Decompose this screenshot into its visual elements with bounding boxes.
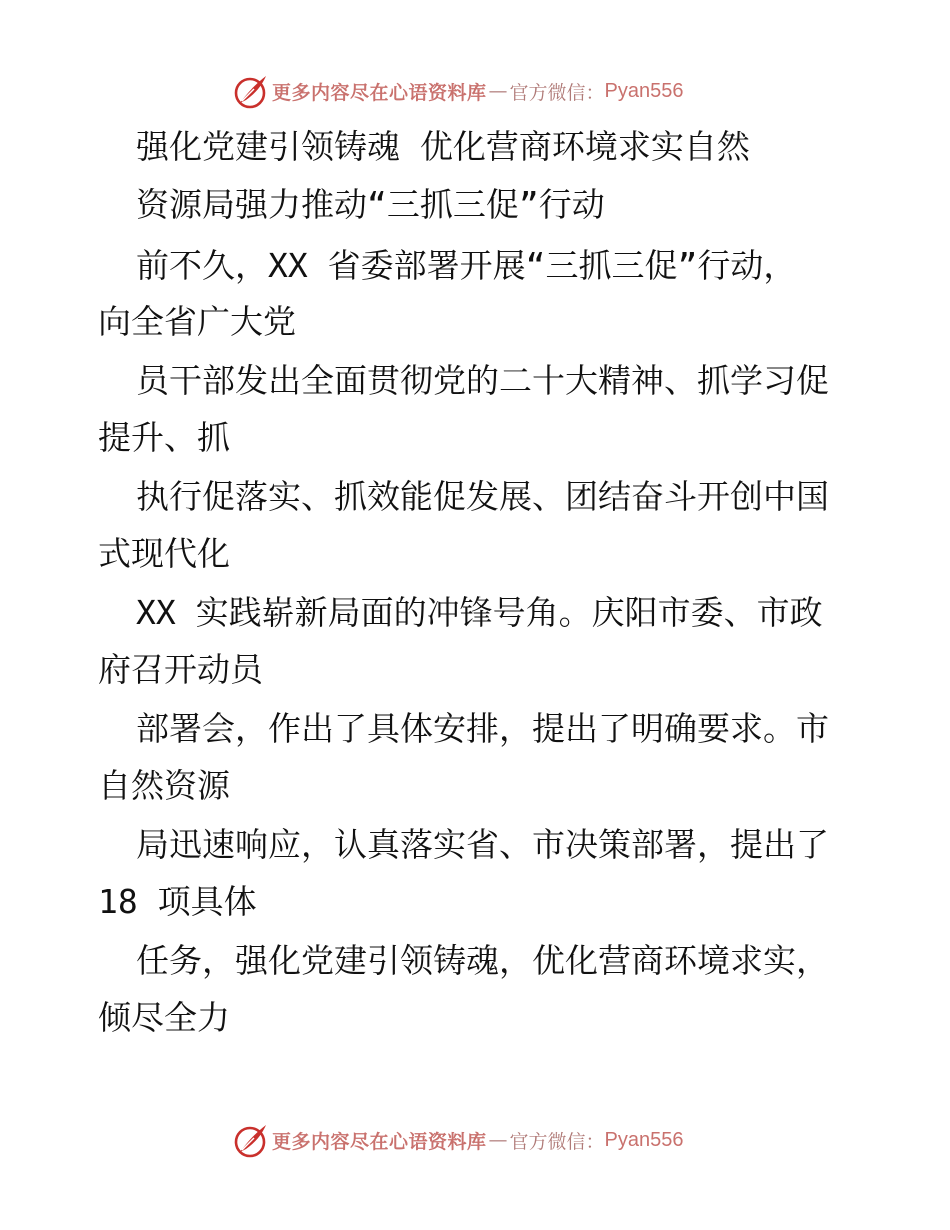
watermark-label: 官方微信： (509, 81, 605, 104)
body-line: 府召开动员 (98, 650, 263, 689)
watermark-main-text: 更多内容尽在心语资料库 (272, 1130, 487, 1153)
body-line: 倾尽全力 (98, 998, 230, 1037)
watermark-id: Pyan556 (604, 1128, 684, 1151)
body-line: 自然资源 (98, 766, 230, 805)
body-line: 任务，强化党建引领铸魂，优化营商环境求实， (136, 941, 829, 980)
watermark-label: 官方微信： (509, 1130, 605, 1153)
watermark-dash: — (488, 80, 508, 102)
watermark-id: Pyan556 (604, 79, 684, 102)
body-line: 员干部发出全面贯彻党的二十大精神、抓学习促 (136, 361, 829, 400)
quill-logo-icon (232, 1122, 270, 1158)
body-line: 18 项具体 (98, 882, 257, 921)
body-line: XX 实践崭新局面的冲锋号角。庆阳市委、市政 (136, 593, 823, 632)
watermark-main-text: 更多内容尽在心语资料库 (272, 81, 487, 104)
title-line-2: 资源局强力推动“三抓三促”行动 (136, 185, 605, 224)
footer-watermark (232, 1120, 684, 1160)
body-line: 提升、抓 (98, 418, 230, 457)
body-line: 前不久，XX 省委部署开展“三抓三促”行动， (136, 246, 797, 285)
body-line: 向全省广大党 (98, 302, 296, 341)
body-line: 执行促落实、抓效能促发展、团结奋斗开创中国 (136, 477, 829, 516)
watermark-dash: — (488, 1129, 508, 1151)
quill-logo-icon (232, 73, 270, 109)
body-line: 部署会，作出了具体安排，提出了明确要求。市 (136, 709, 829, 748)
body-line: 式现代化 (98, 534, 230, 573)
header-watermark (232, 71, 684, 111)
body-line: 局迅速响应，认真落实省、市决策部署，提出了 (136, 825, 829, 864)
title-line-1: 强化党建引领铸魂 优化营商环境求实自然 (136, 127, 750, 166)
